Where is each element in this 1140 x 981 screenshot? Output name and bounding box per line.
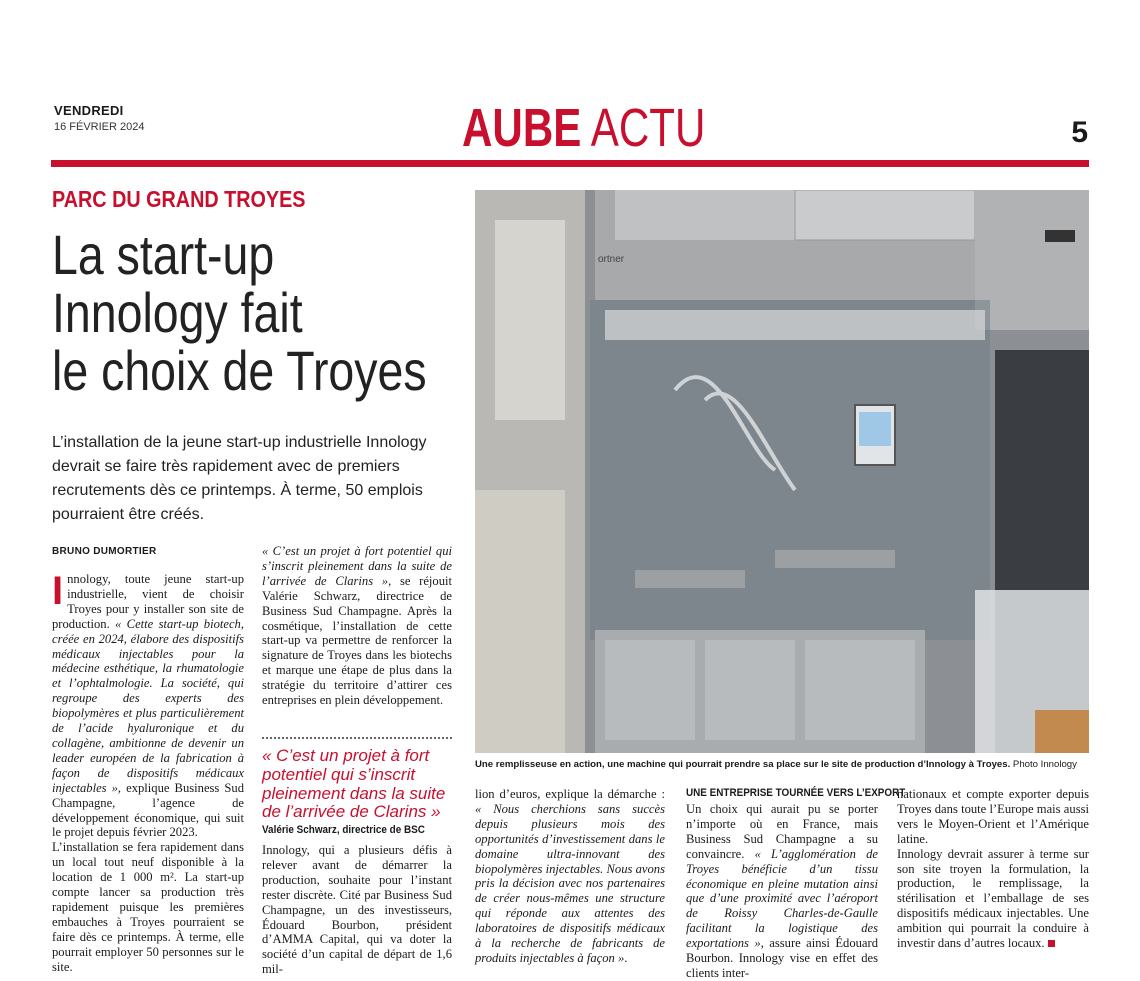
page-number: 5	[1071, 116, 1088, 149]
col4-text-b: , assure ainsi Édouard Bourbon. Innology vise en effet des clients inter-	[686, 936, 878, 980]
article-column-4	[686, 802, 878, 981]
col3-text-b: .	[624, 950, 628, 965]
col5-paragraph-1: nationaux et compte exporter depuis Troyes dans toute l’Europe mais aussi vers le Moyen-Orient et l’Amérique latine.	[897, 787, 1089, 846]
article-column-5	[897, 787, 1089, 951]
col4-quote: « L’agglomération de Troyes bénéficie d’un tissu économique en pleine mutation ainsi que d’une proximité avec l’aéroport de Roissy Charles-de-Gaulle facilitant la logistique des exportations »	[686, 846, 878, 951]
article-column-1	[52, 569, 244, 974]
col5-paragraph-2: Innology devrait assurer à terme sur son site troyen la formulation, la production, le remplissage, la stérilisation et l’emballage de ses dispositifs médicaux injectables. Une ambition qui pourrait la conduire à investir dans d’autres locaux.	[897, 846, 1089, 951]
col1-text-a: nnology, toute jeune start-up industrielle, vient de choisir Troyes pour y installer son site de production.	[52, 572, 244, 631]
edition-date: 16 FÉVRIER 2024	[54, 121, 145, 133]
article-byline: BRUNO DUMORTIER	[52, 546, 157, 557]
article-column-2-continued	[262, 843, 452, 977]
col1-paragraph-2: L’installation se fera rapidement dans un local tout neuf disponible à la location de 1 000 m². La start-up compte lancer sa production très rapidement puisque les premières embauches à Troyes pourraient se faire dès ce printemps. À terme, elle pourrait employer 50 personnes sur le site.	[52, 840, 244, 974]
headline-line-2: Innology fait	[52, 281, 303, 344]
col1-text-b: , explique Business Sud Champagne, l’agence de développement économique, qui suit le projet depuis février 2023.	[52, 780, 244, 840]
col3-quote: « Nous cherchions sans succès depuis plusieurs mois des opportunités d’investissement dans le domaine ultra-innovant des biopolymères injectables. Nous avons pris la décision avec nos partenaires de créer nous-mêmes une structure qui réponde aux attentes des laboratoires de dispositifs médicaux à la recherche de fabricants de produits injectables à façon »	[475, 801, 665, 965]
col4-text-a: Un choix qui aurait pu se porter n’importe où en France, mais Business Sud Champagne a su convaincre.	[686, 802, 878, 861]
section-title	[462, 100, 705, 156]
end-mark	[1048, 940, 1055, 947]
article-subhead: UNE ENTREPRISE TOURNÉE VERS L’EXPORT	[686, 787, 906, 799]
pullquote-divider	[262, 737, 452, 739]
section-title-actu: ACTU	[581, 98, 706, 158]
article-lead: L’installation de la jeune start-up industrielle Innology devrait se faire très rapidement avec de premiers recrutements dès ce printemps. À terme, 50 emplois pourraient être créés.	[52, 434, 427, 523]
article-column-2	[262, 544, 452, 708]
col2-text-a: , se réjouit Valérie Schwarz, directrice de Business Sud Champagne. Après la cosmétique, l’installation de cette start-up va permettre de renforcer la signature de Troyes dans les biotechs et marque une étape de plus dans la stratégie du territoire d’attirer ces entreprises en plein développement.	[262, 573, 453, 708]
article-headline	[52, 223, 427, 402]
article-photo	[475, 190, 1089, 753]
filling-machine-illustration	[475, 190, 1089, 753]
col2-quote: « C’est un projet à fort potentiel qui s’inscrit pleinement dans la suite de l’arrivée de Clarins »	[262, 544, 452, 588]
headline-line-1: La start-up	[52, 223, 275, 286]
photo-caption	[475, 759, 1089, 770]
edition-day: VENDREDI	[54, 103, 124, 118]
machine-brand-label: ortner	[598, 254, 625, 265]
pullquote-attribution: Valérie Schwarz, directrice de BSC	[262, 824, 425, 836]
col2-text-b: Innology, qui a plusieurs défis à relever avant de démarrer la production, souhaite pour l’instant rester discrète. Cité par Business Sud Champagne, un des investisseurs, Édouard Bourbon, président d’AMMA Capital, qui va doter la société d’un capital de départ de 1,6 mil-	[262, 843, 452, 977]
headline-line-3: le choix de Troyes	[52, 339, 427, 402]
caption-text: Une remplisseuse en action, une machine qui pourrait prendre sa place sur le site de production d’Innology à Troyes.	[475, 759, 1011, 770]
col1-quote: « Cette start-up biotech, créée en 2024, élabore des dispositifs médicaux injectables pour la médecine esthétique, la rhumatologie et l’ophtalmologie. La société, qui regroupe des experts des biopolymères et plus particulièrement de l’acide hyaluronique et du collagène, ambitionne de devenir un leader européen de la fabrication à façon de dispositifs médicaux injectables »	[52, 616, 244, 795]
article-kicker: PARC DU GRAND TROYES	[52, 186, 306, 212]
pullquote: « C’est un projet à fort potentiel qui s’inscrit pleinement dans la suite de l’arrivée de Clarins »	[262, 746, 446, 822]
masthead-rule	[51, 160, 1089, 167]
col3-text-a: lion d’euros, explique la démarche :	[475, 787, 665, 801]
photo-credit: Photo Innology	[1010, 759, 1077, 770]
article-column-3	[475, 787, 665, 966]
dropcap: I	[52, 569, 64, 613]
section-title-aube: AUBE	[462, 98, 582, 158]
